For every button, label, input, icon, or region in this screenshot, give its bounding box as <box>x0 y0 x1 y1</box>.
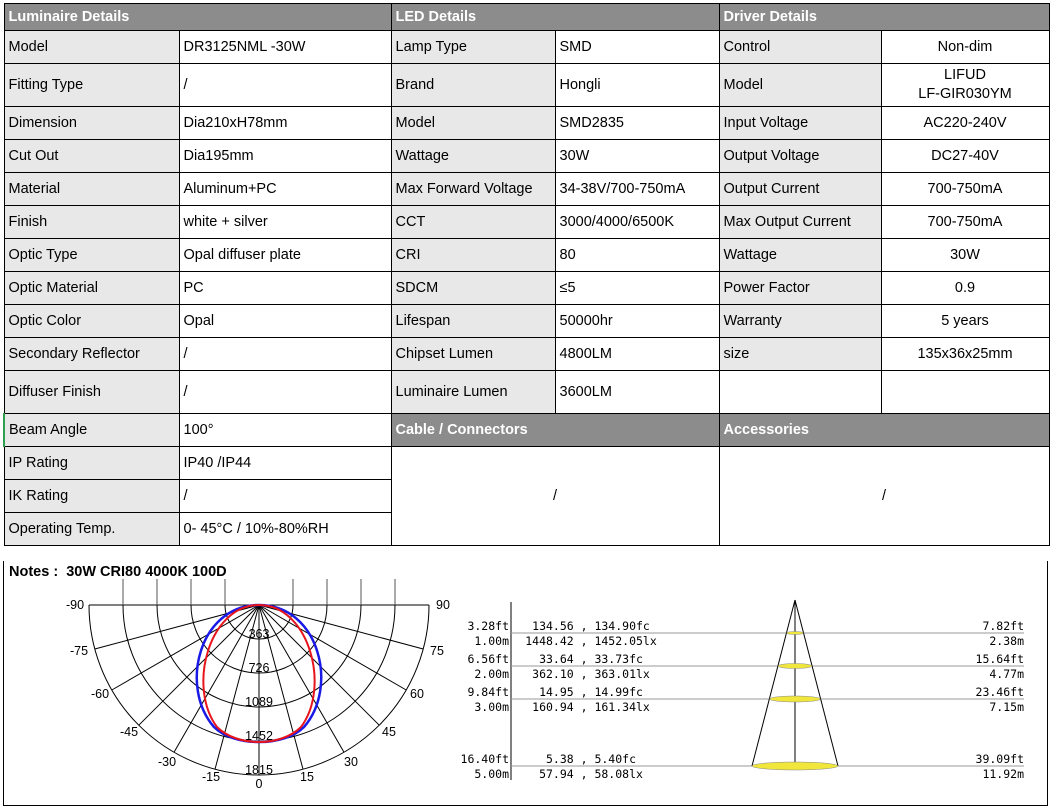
row-label: Beam Angle <box>4 414 179 447</box>
cable-connectors-value: / <box>391 447 719 546</box>
angle-label: -60 <box>90 687 110 701</box>
illuminance-fc: 134.56 , 134.90fc <box>532 619 650 633</box>
row-label: Dimension <box>4 107 179 140</box>
table-row <box>4 206 1049 239</box>
light-cone <box>752 600 838 770</box>
polar-spoke <box>112 605 259 690</box>
height-m: 1.00m <box>474 634 509 648</box>
row-label: Chipset Lumen <box>391 338 555 371</box>
beam-diameter-ft: 15.64ft <box>975 652 1024 666</box>
header-row <box>4 4 1049 31</box>
row-label: IK Rating <box>4 480 179 513</box>
row-label: Material <box>4 173 179 206</box>
height-ft: 9.84ft <box>467 685 509 699</box>
row-value: 700-750mA <box>881 173 1049 206</box>
row-label: Wattage <box>391 140 555 173</box>
row-label: Diffuser Finish <box>4 371 179 414</box>
angle-label: 30 <box>344 755 358 769</box>
row-value: 0.9 <box>881 272 1049 305</box>
row-value: PC <box>179 272 391 305</box>
cone-edge-left <box>752 600 795 766</box>
notes-section <box>3 561 1048 806</box>
cable-connectors-header: Cable / Connectors <box>391 414 719 447</box>
row-value: Dia210xH78mm <box>179 107 391 140</box>
row-value: 4800LM <box>555 338 719 371</box>
row-label: CRI <box>391 239 555 272</box>
height-m: 5.00m <box>474 767 509 781</box>
row-label: SDCM <box>391 272 555 305</box>
notes-text: 30W CRI80 4000K 100D <box>66 564 227 580</box>
angle-label: -30 <box>157 755 177 769</box>
row-label: Model <box>391 107 555 140</box>
row-value: 700-750mA <box>881 206 1049 239</box>
row-value: / <box>179 371 391 414</box>
angle-label: 90 <box>436 598 450 612</box>
driver-model-line: LF-GIR030YM <box>918 86 1012 102</box>
radial-label: 1815 <box>245 763 273 777</box>
illuminance-lx: 362.10 , 363.01lx <box>532 667 650 681</box>
row-label: Power Factor <box>719 272 881 305</box>
beam-spot <box>770 696 821 702</box>
row-label: Input Voltage <box>719 107 881 140</box>
empty-cell <box>719 371 881 414</box>
beam-spot <box>787 632 804 635</box>
height-m: 2.00m <box>474 667 509 681</box>
row-value: 0- 45°C / 10%-80%RH <box>179 513 391 546</box>
row-label: Fitting Type <box>4 64 179 107</box>
row-label: Optic Material <box>4 272 179 305</box>
notes-prefix: Notes : <box>9 564 59 580</box>
row-label: Output Voltage <box>719 140 881 173</box>
beam-diameter-m: 7.15m <box>989 700 1024 714</box>
row-label: Model <box>719 64 881 107</box>
row-label: Finish <box>4 206 179 239</box>
row-label: Brand <box>391 64 555 107</box>
row-label: Control <box>719 31 881 64</box>
radial-label: 726 <box>248 661 270 675</box>
driver-details-header: Driver Details <box>719 4 1049 31</box>
illuminance-cone-diagram <box>460 590 1029 798</box>
table-row <box>4 338 1049 371</box>
row-value: SMD2835 <box>555 107 719 140</box>
row-value: white + silver <box>179 206 391 239</box>
angle-label: 45 <box>382 725 396 739</box>
table-row <box>4 173 1049 206</box>
row-value: DR3125NML -30W <box>179 31 391 64</box>
row-value: 50000hr <box>555 305 719 338</box>
radial-label: 1452 <box>245 729 273 743</box>
table-row <box>4 31 1049 64</box>
beam-diameter-m: 2.38m <box>989 634 1024 648</box>
row-label: Warranty <box>719 305 881 338</box>
polar-spoke <box>139 605 259 725</box>
row-value: DC27-40V <box>881 140 1049 173</box>
angle-label: -75 <box>69 644 89 658</box>
angle-label: 15 <box>300 770 314 784</box>
beam-spot <box>752 762 838 770</box>
spec-table <box>3 3 1050 546</box>
row-label: Luminaire Lumen <box>391 371 555 414</box>
table-row <box>4 107 1049 140</box>
row-label: Cut Out <box>4 140 179 173</box>
row-label: IP Rating <box>4 447 179 480</box>
row-value: AC220-240V <box>881 107 1049 140</box>
row-value: Hongli <box>555 64 719 107</box>
row-label: Secondary Reflector <box>4 338 179 371</box>
row-label: Max Forward Voltage <box>391 173 555 206</box>
beam-diameter-m: 11.92m <box>982 767 1024 781</box>
height-ft: 6.56ft <box>467 652 509 666</box>
row-label: Lifespan <box>391 305 555 338</box>
table-row <box>4 414 1049 447</box>
row-label: CCT <box>391 206 555 239</box>
row-label: size <box>719 338 881 371</box>
row-label: Model <box>4 31 179 64</box>
beam-diameter-ft: 39.09ft <box>975 752 1024 766</box>
polar-grid <box>89 579 429 775</box>
row-value: IP40 /IP44 <box>179 447 391 480</box>
table-row <box>4 371 1049 414</box>
row-value: 3000/4000/6500K <box>555 206 719 239</box>
accessories-header: Accessories <box>719 414 1049 447</box>
cone-edge-right <box>795 600 838 766</box>
row-value: / <box>179 480 391 513</box>
beam-spot <box>778 664 812 669</box>
row-value: 80 <box>555 239 719 272</box>
row-value: Dia195mm <box>179 140 391 173</box>
driver-brand-line: LIFUD <box>944 67 986 83</box>
beam-diameter-ft: 7.82ft <box>982 619 1024 633</box>
row-value: ≤5 <box>555 272 719 305</box>
illuminance-fc: 33.64 , 33.73fc <box>539 652 643 666</box>
table-row <box>4 447 1049 480</box>
row-value: 30W <box>881 239 1049 272</box>
row-value: 5 years <box>881 305 1049 338</box>
row-value: 135x36x25mm <box>881 338 1049 371</box>
led-details-header: LED Details <box>391 4 719 31</box>
row-value: Opal diffuser plate <box>179 239 391 272</box>
polar-light-distribution-diagram <box>49 577 499 802</box>
height-ft: 3.28ft <box>467 619 509 633</box>
radial-label: 363 <box>248 627 270 641</box>
row-label: Lamp Type <box>391 31 555 64</box>
row-label: Output Current <box>719 173 881 206</box>
polar-spoke <box>259 605 379 725</box>
driver-model-value <box>881 64 1049 107</box>
beam-diameter-ft: 23.46ft <box>975 685 1024 699</box>
row-label: Wattage <box>719 239 881 272</box>
row-value: Non-dim <box>881 31 1049 64</box>
table-row <box>4 64 1049 107</box>
radial-label: 1089 <box>245 695 273 709</box>
illuminance-lx: 160.94 , 161.34lx <box>532 700 650 714</box>
polar-spoke <box>259 605 406 690</box>
table-row <box>4 239 1049 272</box>
illuminance-lx: 1448.42 , 1452.05lx <box>525 634 657 648</box>
row-label: Max Output Current <box>719 206 881 239</box>
illuminance-lx: 57.94 , 58.08lx <box>539 767 643 781</box>
angle-label: 60 <box>410 687 424 701</box>
row-label: Optic Color <box>4 305 179 338</box>
row-value: 3600LM <box>555 371 719 414</box>
angle-label: -90 <box>65 598 85 612</box>
luminaire-details-header: Luminaire Details <box>4 4 391 31</box>
row-value: / <box>179 64 391 107</box>
height-m: 3.00m <box>474 700 509 714</box>
row-value: Opal <box>179 305 391 338</box>
row-label: Optic Type <box>4 239 179 272</box>
illuminance-fc: 14.95 , 14.99fc <box>539 685 643 699</box>
illuminance-fc: 5.38 , 5.40fc <box>545 752 637 766</box>
row-value: 34-38V/700-750mA <box>555 173 719 206</box>
table-row <box>4 140 1049 173</box>
polar-top-ticks <box>123 579 395 605</box>
angle-label: -15 <box>201 770 221 784</box>
row-value: SMD <box>555 31 719 64</box>
beam-diameter-m: 4.77m <box>989 667 1024 681</box>
row-value: 30W <box>555 140 719 173</box>
row-value: Aluminum+PC <box>179 173 391 206</box>
accessories-value: / <box>719 447 1049 546</box>
table-row <box>4 272 1049 305</box>
angle-label: 75 <box>430 644 444 658</box>
height-ft: 16.40ft <box>460 752 509 766</box>
row-value: / <box>179 338 391 371</box>
angle-label: 0 <box>255 777 263 791</box>
row-label: Operating Temp. <box>4 513 179 546</box>
angle-label: -45 <box>119 725 139 739</box>
row-value: 100° <box>179 414 391 447</box>
empty-cell <box>881 371 1049 414</box>
table-row <box>4 305 1049 338</box>
